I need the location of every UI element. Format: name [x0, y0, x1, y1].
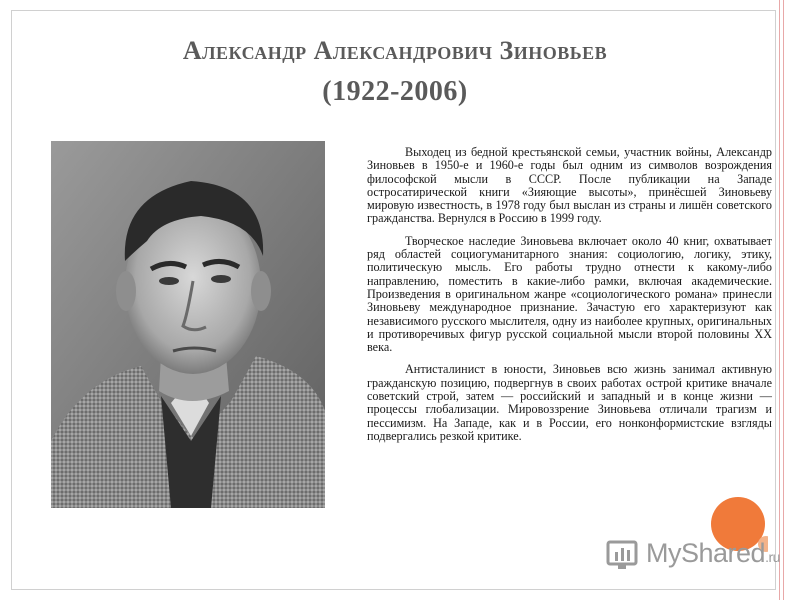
- myshared-logo[interactable]: [606, 534, 780, 574]
- biography-paragraph: Творческое наследие Зиновьева включает около 40 книг, охватывает ряд областей социогуманитарного знания: социологию, логику, этику, политическую мысль. Его работы трудно отнести к какому-либо направлению, поместить в какие-либо рамки, включая академические. Произведения в оригинальном жанре «социологического романа» принесли Зиновьеву международное признание. Зачастую его характеризуют как независимого русского мыслителя, одну из наиболее крупных, оригинальных и противоречивых фигур русской социальной мысли второй половины XX века.: [367, 233, 772, 355]
- title-name: Александр Александрович Зиновьев: [182, 36, 608, 65]
- portrait-photo: [51, 141, 325, 508]
- title-years: (1922-2006): [322, 76, 468, 107]
- decorative-right-band: [777, 0, 800, 600]
- decorative-line: [783, 0, 784, 600]
- page-title: [40, 38, 750, 106]
- biography-text: [367, 146, 772, 452]
- biography-paragraph: Выходец из бедной крестьянской семьи, участник войны, Александр Зиновьев в 1950-е и 1960-е годы был одним из символов возрождения философской мысли в СССР. После публикации на Западе остросатирической книги «Зияющие высоты», принёсшей Зиновьеву мировую известность, в 1978 году был выслан из страны и лишён советского гражданства. Вернулся в Россию в 1999 году.: [367, 145, 772, 226]
- decorative-line: [779, 0, 780, 600]
- portrait-icon: [51, 141, 325, 508]
- logo-text: MyShared.ru: [646, 538, 780, 568]
- myshared-logo-icon: [606, 540, 642, 572]
- biography-paragraph: Антисталинист в юности, Зиновьев всю жизнь занимал активную гражданскую позицию, подвергнув в своих работах острой критике вначале советский строй, затем — российский и западный и в конце жизни — процессы глобализации. Мировоззрение Зиновьева отличали трагизм и пессимизм. На Западе, как и в России, его нонконформистские взгляды подвергались резкой критике.: [367, 362, 772, 443]
